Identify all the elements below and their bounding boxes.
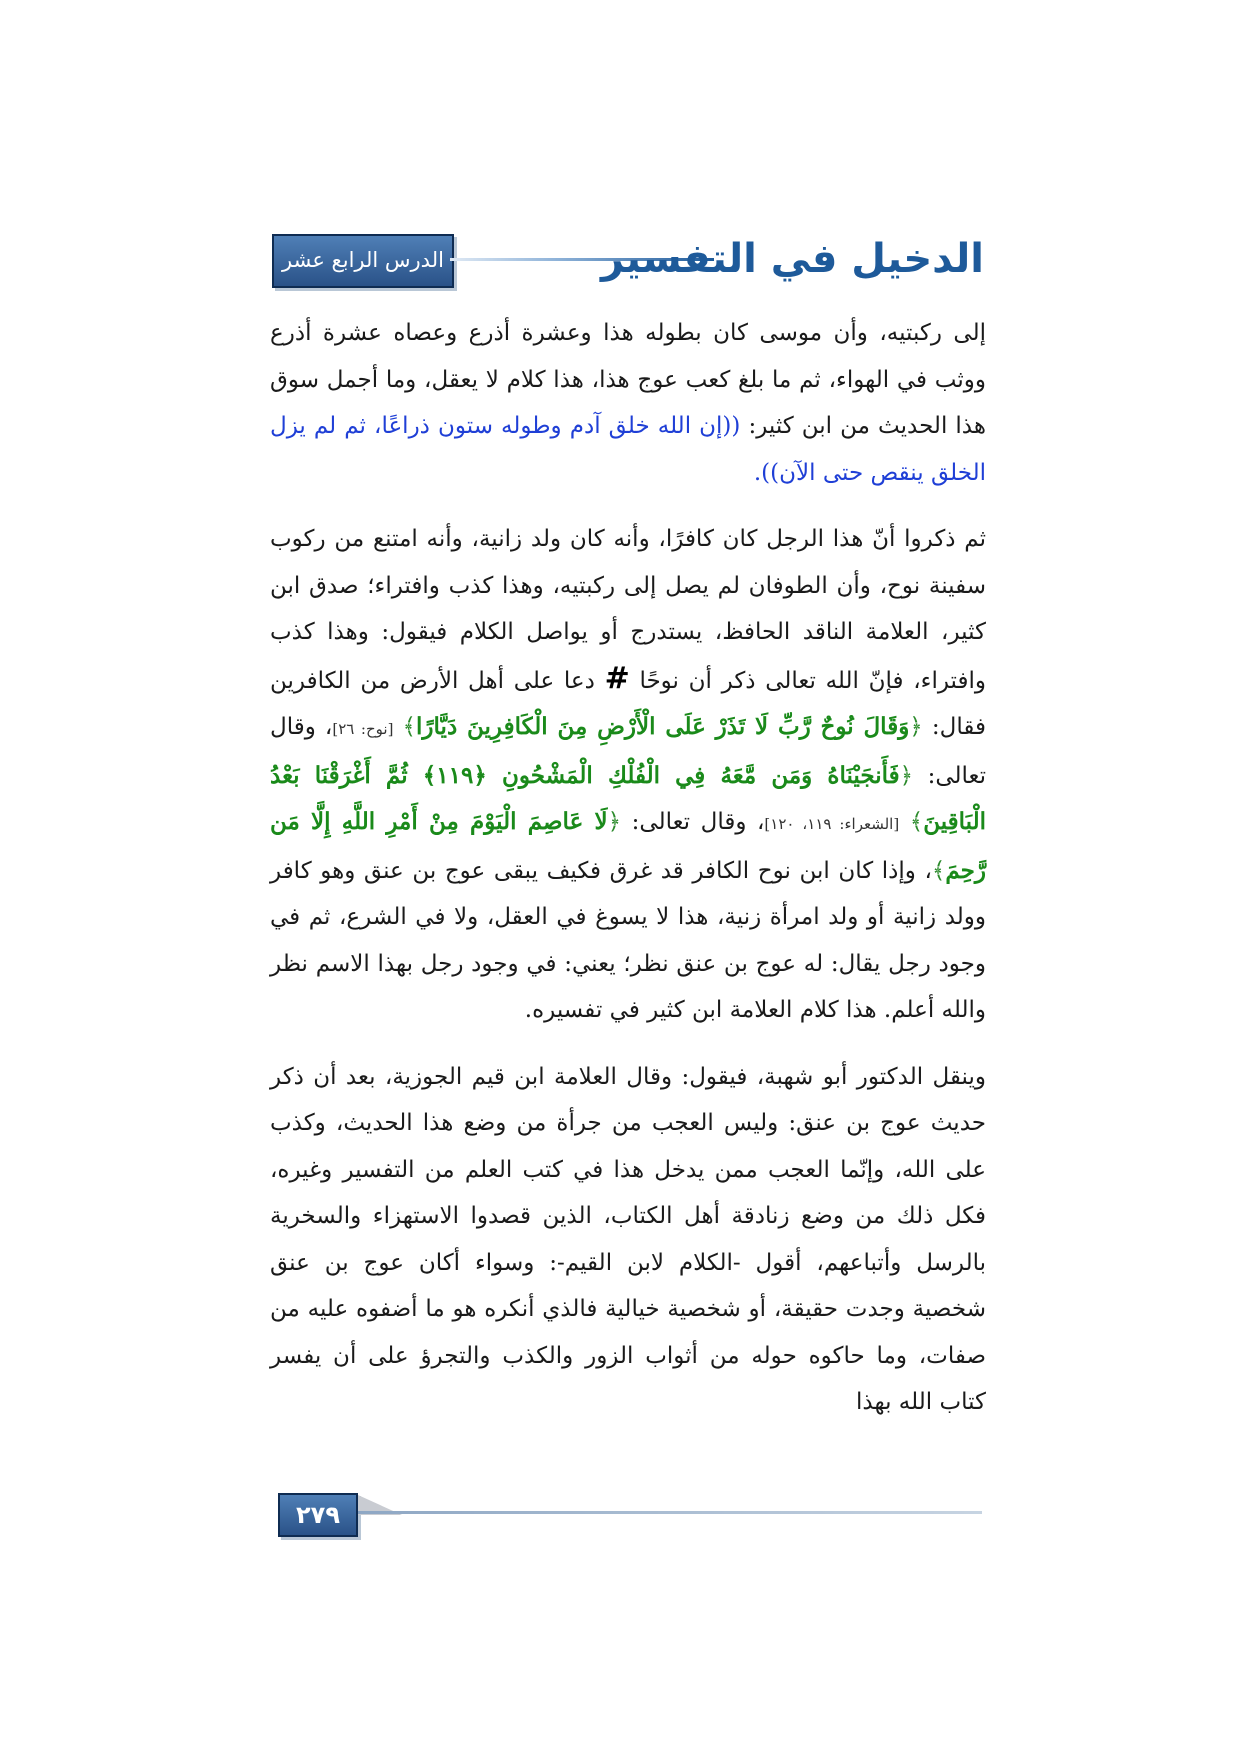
- page-header: [272, 228, 984, 290]
- lesson-label: الدرس الرابع عشر: [282, 248, 444, 272]
- paragraph-2-text-c: ، وقال تعالى:: [270, 714, 987, 789]
- page-number: ٢٧٩: [296, 1501, 340, 1529]
- page-content: [270, 310, 986, 1446]
- paragraph-3-text: وينقل الدكتور أبو شهبة، فيقول: وقال العلامة ابن قيم الجوزية، بعد أن ذكر حديث عوج بن عنق: وليس العجب من جرأة من وضع هذا الحديث، وكذب على الله، وإنّما العجب ممن يدخل هذا في كتب العلم من التفسير وغيره، فكل ذلك من وضع زنادقة أهل الكتاب، الذين قصدوا الاستهزاء والسخرية بالرسل وأتباعهم، أقول -الكلام لابن القيم-: وسواء أكان عوج بن عنق شخصية وجدت حقيقة، أو شخصية خيالية فالذي أنكره هو ما أضفوه عليه من صفات، وما حاكوه حوله من أثواب الزور والكذب والتجرؤ على أن يفسر كتاب الله بهذا: [270, 1063, 986, 1415]
- paragraph-2-text-e: ، وإذا كان ابن نوح الكافر قد غرق فكيف يبقى عوج بن عنق وهو كافر وولد زانية أو ولد امرأة زنية، هذا لا يسوغ في العقل، ولا في الشرع، ثم في وجود رجل يقال: له عوج بن عنق نظر؛ يعني: في وجود رجل بهذا الاسم نظر والله أعلم. هذا كلام العلامة ابن كثير في تفسيره.: [270, 857, 986, 1023]
- paragraph-3: [270, 1054, 986, 1426]
- paragraph-1: [270, 310, 986, 496]
- verse-bracket-open: ﴿: [899, 762, 914, 789]
- footer-divider: [358, 1511, 982, 1514]
- verse-reference-1: [نوح: ٢٦]: [332, 720, 394, 738]
- page-footer: [278, 1493, 982, 1535]
- verse-reference-2: [الشعراء: ١١٩، ١٢٠]: [764, 815, 900, 833]
- book-title: الدخيل في التفسير: [601, 236, 984, 282]
- paragraph-2-text-b: دعا على أهل الأرض من الكافرين فقال:: [270, 667, 986, 740]
- verse-bracket-close: ﴾: [402, 714, 417, 740]
- verse-bracket-open: ﴿: [607, 809, 622, 835]
- paragraph-2-text-d: ، وقال تعالى:: [631, 809, 765, 835]
- verse-bracket-open: ﴿: [909, 714, 923, 740]
- paragraph-1-text: إلى ركبتيه، وأن موسى كان بطوله هذا وعشرة أذرع وعصاه عشرة أذرع ووثب في الهواء، ثم ما بلغ كعب عوج هذا، هذا كلام لا يعقل، وما أجمل سوق هذا الحديث من ابن كثير:: [270, 320, 986, 439]
- verse-bracket-close: ﴾: [909, 809, 924, 835]
- verse-bracket-close: ﴾: [931, 857, 946, 884]
- honorific-symbol: #: [604, 660, 630, 696]
- quran-verse-1: وَقَالَ نُوحٌ رَّبِّ لَا تَذَرْ عَلَى الْأَرْضِ مِنَ الْكَافِرِينَ دَيَّارًا: [416, 713, 910, 740]
- paragraph-2: [270, 516, 986, 1034]
- hadith-quote: ((إن الله خلق آدم وطوله ستون ذراعًا، ثم لم يزل الخلق ينقص حتى الآن)).: [270, 413, 986, 486]
- quran-verse-3: لَا عَاصِمَ الْيَوْمَ مِنْ أَمْرِ اللَّهِ إِلَّا مَن رَّحِمَ: [270, 808, 986, 884]
- page-number-box: [278, 1493, 358, 1537]
- quran-verse-2: فَأَنجَيْنَاهُ وَمَن مَّعَهُ فِي الْفُلْكِ الْمَشْحُونِ ﴿١١٩﴾ ثُمَّ أَغْرَقْنَا بَعْدُ الْبَاقِينَ: [270, 761, 986, 835]
- lesson-label-box: [272, 234, 454, 288]
- paragraph-2-text-a: ثم ذكروا أنّ هذا الرجل كان كافرًا، وأنه كان ولد زانية، وأنه امتنع من ركوب سفينة نوح، وأن الطوفان لم يصل إلى ركبتيه، وهذا كذب وافتراء؛ صدق ابن كثير، العلامة الناقد الحافظ، يستدرج أو يواصل الكلام فيقول: وهذا كذب وافتراء، فإنّ الله تعالى ذكر أن نوحًا: [270, 526, 986, 694]
